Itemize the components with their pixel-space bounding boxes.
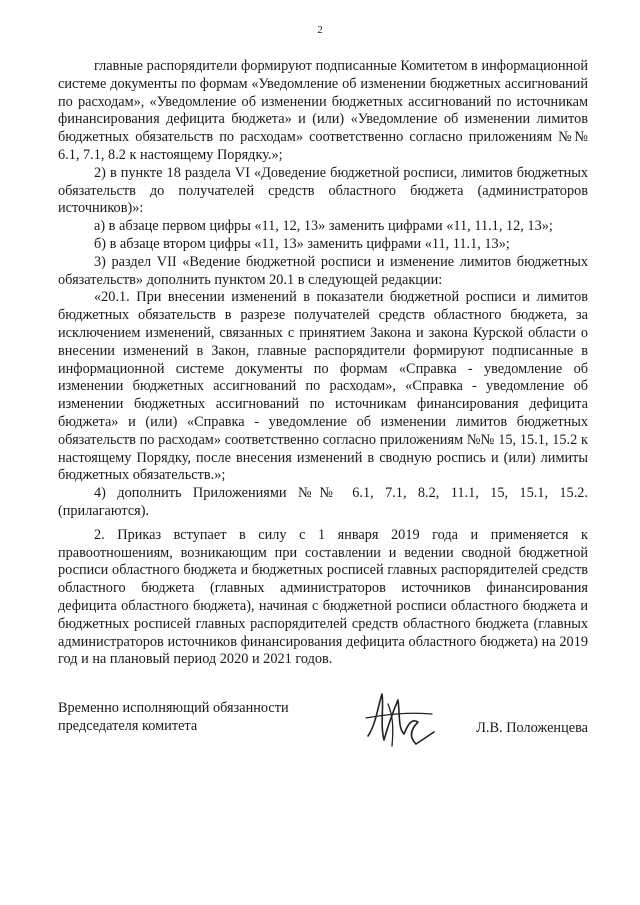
- paragraph-forms-notice: главные распорядители формируют подписанные Комитетом в информационной системе документы по формам «Уведомление об изменении бюджетных ассигнований по расходам», «Уведомление об изменении бюджетных ассигнований по источникам финансирования дефицита бюджета» и (или) «Уведомление об изменении лимитов бюджетных обязательств по расходам» соответственно согласно приложениям №№ 6.1, 7.1, 8.2 к настоящему Порядку.»;: [58, 58, 588, 163]
- paragraph-item-3: 3) раздел VII «Ведение бюджетной росписи и изменение лимитов бюджетных обязательств» дополнить пунктом 20.1 в следующей редакции:: [58, 253, 588, 288]
- page-number: 2: [317, 24, 323, 36]
- paragraph-order-effect: 2. Приказ вступает в силу с 1 января 2019 года и применяется к правоотношениям, возникающим при составлении и ведении сводной бюджетной росписи областного бюджета и бюджетных росписей главных распорядителей средств областного бюджета (главных администраторов источников финансирования дефицита областного бюджета), начиная с бюджетной росписи областного бюджета и бюджетных росписей главных распорядителей средств областного бюджета (главных администраторов источников финансирования дефицита областного бюджета) на 2019 год и на плановый период 2020 и 2021 годов.: [58, 526, 588, 668]
- paragraph-item-2: 2) в пункте 18 раздела VI «Доведение бюджетной росписи, лимитов бюджетных обязательств до получателей средств областного бюджета (администраторов источников)»:: [58, 164, 588, 217]
- paragraph-item-2a: а) в абзаце первом цифры «11, 12, 13» заменить цифрами «11, 11.1, 12, 13»;: [94, 218, 553, 235]
- signer-title: [58, 700, 289, 736]
- signer-name: Л.В. Положенцева: [476, 720, 588, 736]
- paragraph-20-1: «20.1. При внесении изменений в показатели бюджетной росписи и лимитов бюджетных обязательств в разрезе получателей средств областного бюджета, за исключением изменений, связанных с принятием Закона и закона Курской области о внесении изменений в Закон, главные распорядители формируют подписанные в информационной системе документы по формам «Справка - уведомление об изменении бюджетных ассигнований по расходам», «Справка - уведомление об изменении бюджетных ассигнований по источникам финансирования дефицита бюджета» и (или) «Справка - уведомление об изменении лимитов бюджетных обязательств по расходам» соответственно согласно приложениям №№ 15, 15.1, 15.2 к настоящему Порядку, после внесения изменений в сводную роспись и (или) лимиты бюджетных обязательств.»;: [58, 289, 588, 484]
- signer-title-line-1: Временно исполняющий обязанности: [58, 700, 289, 716]
- signer-title-line-2: председателя комитета: [58, 717, 198, 734]
- paragraph-item-2b: б) в абзаце втором цифры «11, 13» заменить цифрами «11, 11.1, 13»;: [94, 235, 510, 252]
- signature-block: [58, 700, 588, 760]
- document-body: [58, 58, 588, 669]
- handwritten-signature: [358, 684, 438, 754]
- paragraph-item-4: 4) дополнить Приложениями №№ 6.1, 7.1, 8.2, 11.1, 15, 15.1, 15.2. (прилагаются).: [58, 485, 588, 519]
